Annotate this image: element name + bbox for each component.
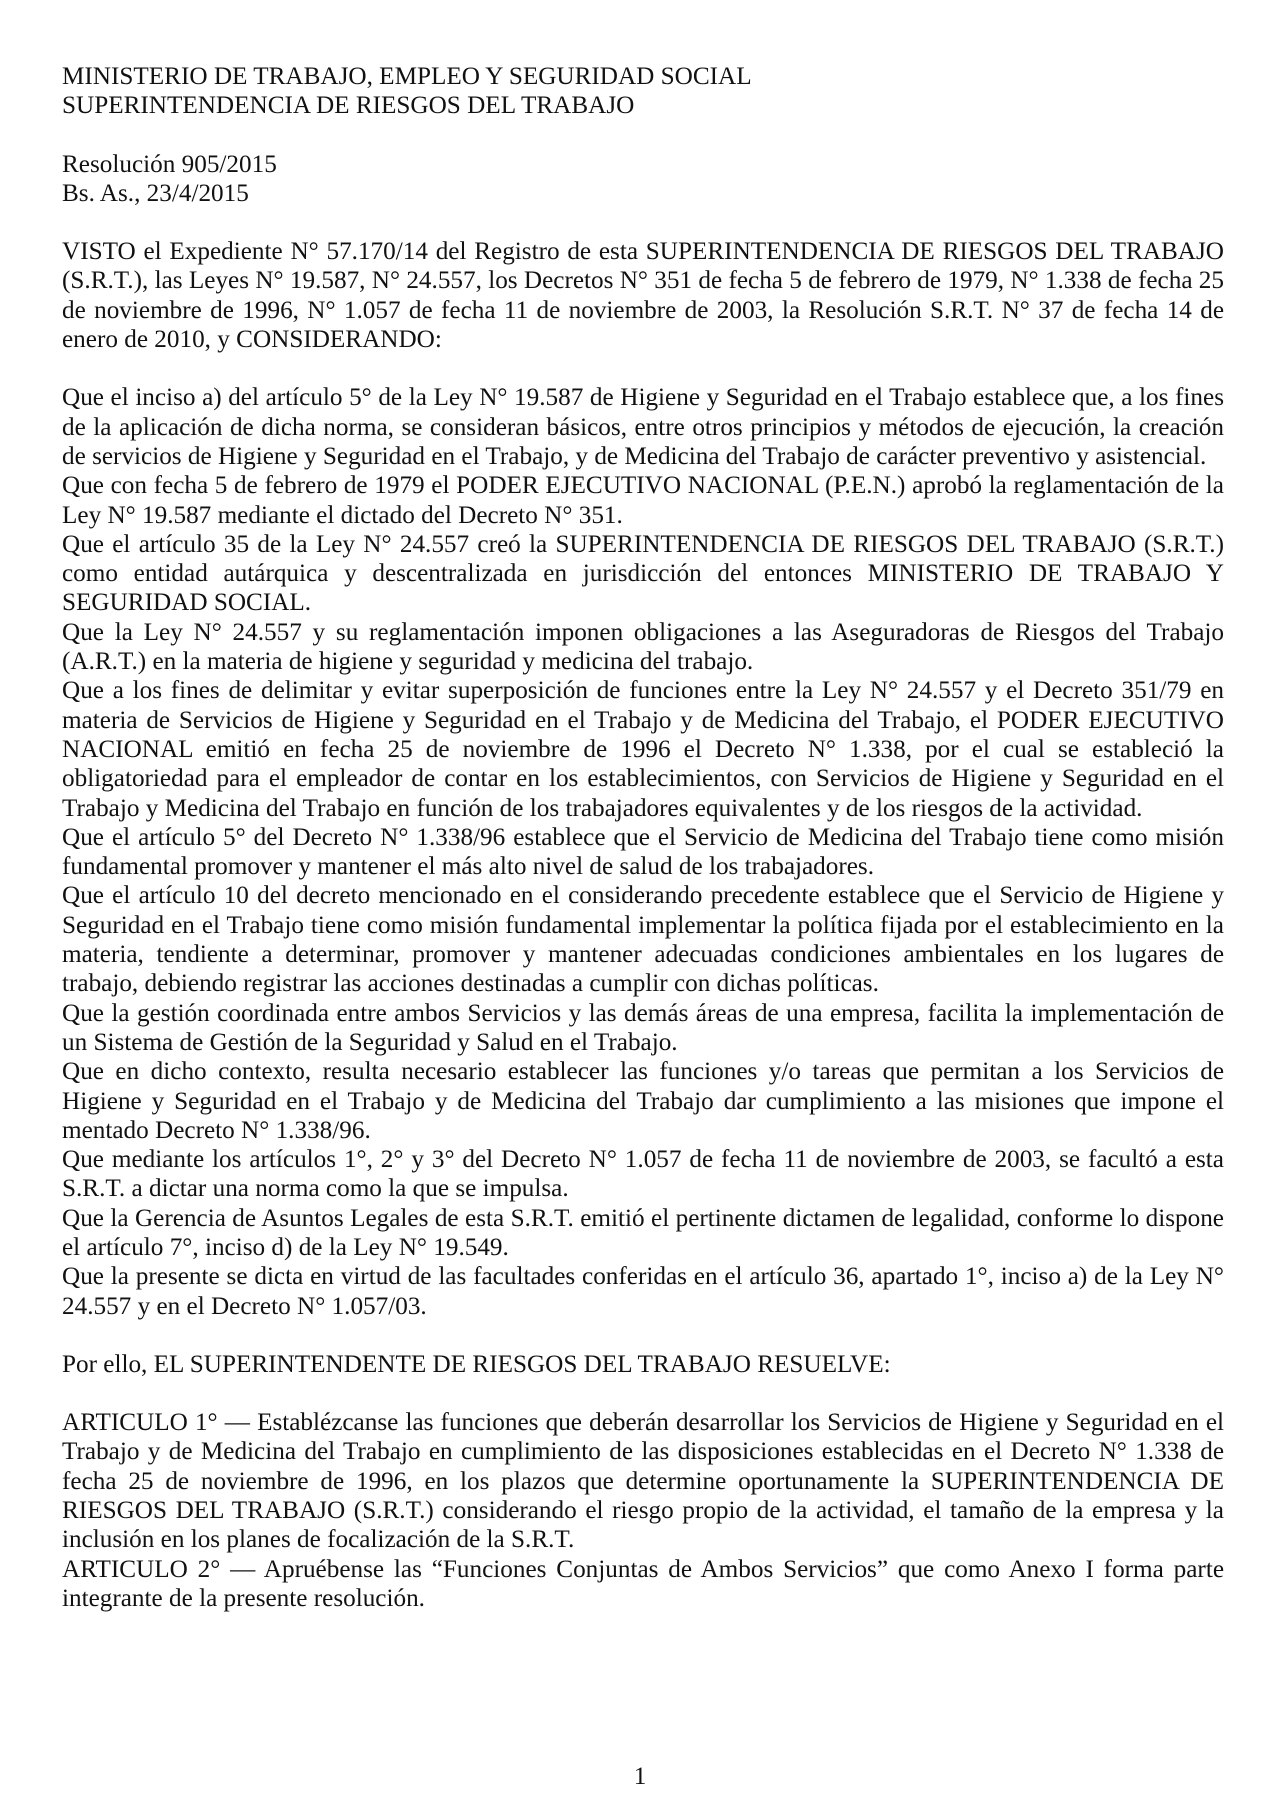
spacer [62, 1379, 1224, 1408]
considerando-paragraph: Que la presente se dicta en virtud de las facultades conferidas en el artículo 36, apartado 1°, inciso a) de la Ley N° 24.557 y en el Decreto N° 1.057/03. [62, 1263, 1224, 1320]
agency-heading: SUPERINTENDENCIA DE RIESGOS DEL TRABAJO [62, 92, 635, 120]
spacer [62, 354, 1224, 383]
considerando-paragraph: Que la Gerencia de Asuntos Legales de esta S.R.T. emitió el pertinente dictamen de legalidad, conforme lo dispone el artículo 7°, inciso d) de la Ley N° 19.549. [62, 1204, 1224, 1261]
considerando-paragraph: Que la Ley N° 24.557 y su reglamentación imponen obligaciones a las Aseguradoras de Riesgos del Trabajo (A.R.T.) en la materia de higiene y seguridad y medicina del trabajo. [62, 618, 1224, 676]
spacer [62, 208, 1224, 237]
ministry-heading: MINISTERIO DE TRABAJO, EMPLEO Y SEGURIDAD SOCIAL [62, 63, 752, 90]
articulo-paragraph: ARTICULO 1° — Establézcanse las funciones que deberán desarrollar los Servicios de Higiene y Seguridad en el Trabajo y de Medicina del Trabajo en cumplimiento de las disposiciones establecidas en el Decreto N° 1.338 de fecha 25 de noviembre de 1996, en los plazos que determine oportunamente la SUPERINTENDENCIA DE RIESGOS DEL TRABAJO (S.R.T.) considerando el riesgo propio de la actividad, el tamaño de la empresa y la inclusión en los planes de focalización de la S.R.T. [62, 1409, 1224, 1554]
spacer [62, 1321, 1224, 1350]
resolution-place-date: Bs. As., 23/4/2015 [62, 179, 249, 207]
considerando-paragraph: Que el artículo 10 del decreto mencionado en el considerando precedente establece que el Servicio de Higiene y Seguridad en el Trabajo tiene como misión fundamental implementar la política fijada por el establecimiento en la materia, tendiente a determinar, promover y mantener adecuadas condiciones ambientales en los lugares de trabajo, debiendo registrar las acciones destinadas a cumplir con dichas políticas. [62, 882, 1224, 998]
considerando-paragraph: Que a los fines de delimitar y evitar superposición de funciones entre la Ley N° 24.557 y el Decreto 351/79 en materia de Servicios de Higiene y Seguridad en el Trabajo y de Medicina del Trabajo, el PODER EJECUTIVO NACIONAL emitió en fecha 25 de noviembre de 1996 el Decreto N° 1.338, por el cual se estableció la obligatoriedad para el empleador de contar en los establecimientos, con Servicios de Higiene y Seguridad en el Trabajo y Medicina del Trabajo en función de los trabajadores equivalentes y de los riesgos de la actividad. [62, 677, 1224, 822]
considerando-paragraph: Que en dicho contexto, resulta necesario establecer las funciones y/o tareas que permitan a los Servicios de Higiene y Seguridad en el Trabajo y de Medicina del Trabajo dar cumplimiento a las misiones que impone el mentado Decreto N° 1.338/96. [62, 1058, 1224, 1144]
por-ello-line: Por ello, EL SUPERINTENDENTE DE RIESGOS DEL TRABAJO RESUELVE: [62, 1350, 891, 1378]
considerando-paragraph: Que con fecha 5 de febrero de 1979 el PODER EJECUTIVO NACIONAL (P.E.N.) aprobó la reglamentación de la Ley N° 19.587 mediante el dictado del Decreto N° 351. [62, 472, 1224, 529]
spacer [62, 121, 1224, 150]
considerando-paragraph: Que el artículo 35 de la Ley N° 24.557 creó la SUPERINTENDENCIA DE RIESGOS DEL TRABAJO (S.R.T.) como entidad autárquica y descentralizada en jurisdicción del entonces MINISTERIO DE TRABAJO Y SEGURIDAD SOCIAL. [62, 530, 1224, 617]
resolution-number: Resolución 905/2015 [62, 150, 277, 178]
considerando-paragraph: Que mediante los artículos 1°, 2° y 3° del Decreto N° 1.057 de fecha 11 de noviembre de 2003, se facultó a esta S.R.T. a dictar una norma como la que se impulsa. [62, 1146, 1224, 1203]
considerando-paragraph: Que el artículo 5° del Decreto N° 1.338/96 establece que el Servicio de Medicina del Trabajo tiene como misión fundamental promover y mantener el más alto nivel de salud de los trabajadores. [62, 823, 1224, 881]
page-number: 1 [633, 1763, 647, 1790]
articulo-paragraph: ARTICULO 2° — Apruébense las “Funciones Conjuntas de Ambos Servicios” que como Anexo I forma parte integrante de la presente resolución. [62, 1555, 1224, 1612]
document-page [62, 62, 1224, 1613]
visto-paragraph: VISTO el Expediente N° 57.170/14 del Registro de esta SUPERINTENDENCIA DE RIESGOS DEL TRABAJO (S.R.T.), las Leyes N° 19.587, N° 24.557, los Decretos N° 351 de fecha 5 de febrero de 1979, N° 1.338 de fecha 25 de noviembre de 1996, N° 1.057 de fecha 11 de noviembre de 2003, la Resolución S.R.T. N° 37 de fecha 14 de enero de 2010, y CONSIDERANDO: [62, 238, 1224, 354]
considerando-paragraph: Que la gestión coordinada entre ambos Servicios y las demás áreas de una empresa, facilita la implementación de un Sistema de Gestión de la Seguridad y Salud en el Trabajo. [62, 999, 1224, 1056]
considerando-paragraph: Que el inciso a) del artículo 5° de la Ley N° 19.587 de Higiene y Seguridad en el Trabajo establece que, a los fines de la aplicación de dicha norma, se consideran básicos, entre otros principios y métodos de ejecución, la creación de servicios de Higiene y Seguridad en el Trabajo, y de Medicina del Trabajo de carácter preventivo y asistencial. [62, 384, 1224, 470]
